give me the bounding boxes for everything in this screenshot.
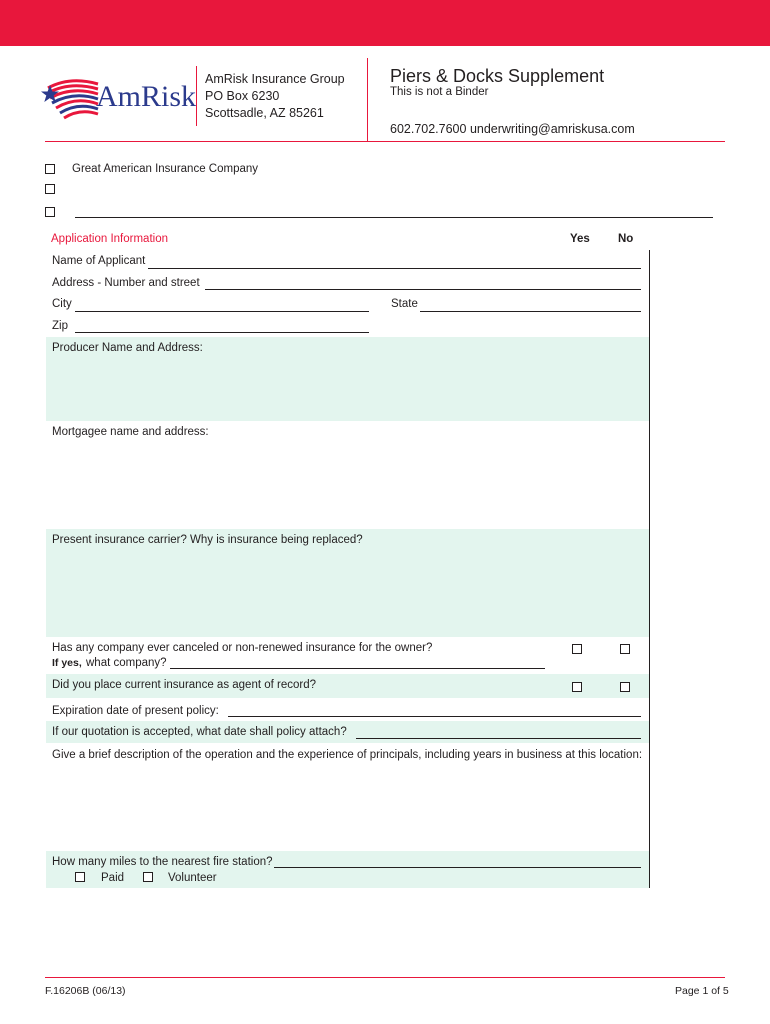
no-column-header: No — [618, 233, 634, 245]
company-checkbox-3[interactable] — [45, 207, 55, 217]
header-divider — [367, 58, 368, 142]
company-checkbox-1[interactable] — [45, 164, 55, 174]
state-label: State — [391, 298, 418, 310]
attach-date-label: If our quotation is accepted, what date shall policy attach? — [52, 726, 347, 738]
fire-station-field[interactable] — [274, 867, 641, 868]
agent-no-checkbox[interactable] — [620, 682, 630, 692]
footer-rule — [45, 977, 725, 978]
city-state-zip: Scottsadle, AZ 85261 — [205, 106, 324, 120]
zip-field[interactable] — [75, 332, 369, 333]
flag-star-icon — [40, 74, 100, 124]
company-name: AmRisk Insurance Group — [205, 72, 345, 86]
if-yes-label: If yes, — [52, 657, 82, 669]
volunteer-label: Volunteer — [168, 872, 217, 884]
operation-description-field[interactable] — [46, 764, 649, 850]
address-label: Address - Number and street — [52, 277, 200, 289]
address-field[interactable] — [205, 289, 641, 290]
header-rule — [45, 141, 725, 142]
applicant-name-field[interactable] — [148, 268, 641, 269]
operation-description-label: Give a brief description of the operation and the experience of principals, including years in business at this location: — [52, 749, 643, 761]
expiration-field[interactable] — [228, 716, 641, 717]
form-number: F.16206B (06/13) — [45, 985, 126, 997]
yes-column-header: Yes — [570, 233, 590, 245]
company-address — [205, 71, 345, 122]
company-option-label: Great American Insurance Company — [72, 163, 259, 175]
header-divider — [196, 66, 197, 126]
company-checkbox-2[interactable] — [45, 184, 55, 194]
mortgagee-label: Mortgagee name and address: — [52, 426, 209, 438]
attach-date-field[interactable] — [356, 738, 641, 739]
agent-yes-checkbox[interactable] — [572, 682, 582, 692]
canceled-no-checkbox[interactable] — [620, 644, 630, 654]
city-label: City — [52, 298, 72, 310]
po-box: PO Box 6230 — [205, 89, 280, 103]
canceled-yes-checkbox[interactable] — [572, 644, 582, 654]
city-field[interactable] — [75, 311, 369, 312]
page-number: Page 1 of 5 — [675, 985, 729, 997]
logo-text: AmRisk — [96, 80, 197, 113]
paid-label: Paid — [101, 872, 125, 884]
form-right-border — [649, 250, 650, 888]
present-carrier-label: Present insurance carrier? Why is insurance being replaced? — [52, 534, 363, 546]
applicant-name-label: Name of Applicant — [52, 255, 146, 267]
top-accent-bar — [0, 0, 770, 46]
zip-label: Zip — [52, 320, 68, 332]
producer-label: Producer Name and Address: — [52, 342, 203, 354]
amrisk-logo — [40, 74, 197, 124]
what-company-field[interactable] — [170, 668, 545, 669]
contact-info: 602.702.7600 underwriting@amriskusa.com — [390, 122, 635, 136]
fire-station-label: How many miles to the nearest fire station? — [52, 856, 273, 868]
mortgagee-field[interactable] — [46, 440, 649, 528]
volunteer-checkbox[interactable] — [143, 872, 153, 882]
state-field[interactable] — [420, 311, 641, 312]
paid-checkbox[interactable] — [75, 872, 85, 882]
agent-of-record-label: Did you place current insurance as agent of record? — [52, 679, 317, 691]
document-subtitle: This is not a Binder — [390, 86, 489, 98]
document-title: Piers & Docks Supplement — [390, 66, 605, 86]
what-company-label: what company? — [86, 657, 167, 669]
expiration-label: Expiration date of present policy: — [52, 705, 219, 717]
section-title: Application Information — [51, 233, 168, 245]
other-company-field[interactable] — [75, 217, 713, 218]
canceled-question-label: Has any company ever canceled or non-renewed insurance for the owner? — [52, 642, 433, 654]
